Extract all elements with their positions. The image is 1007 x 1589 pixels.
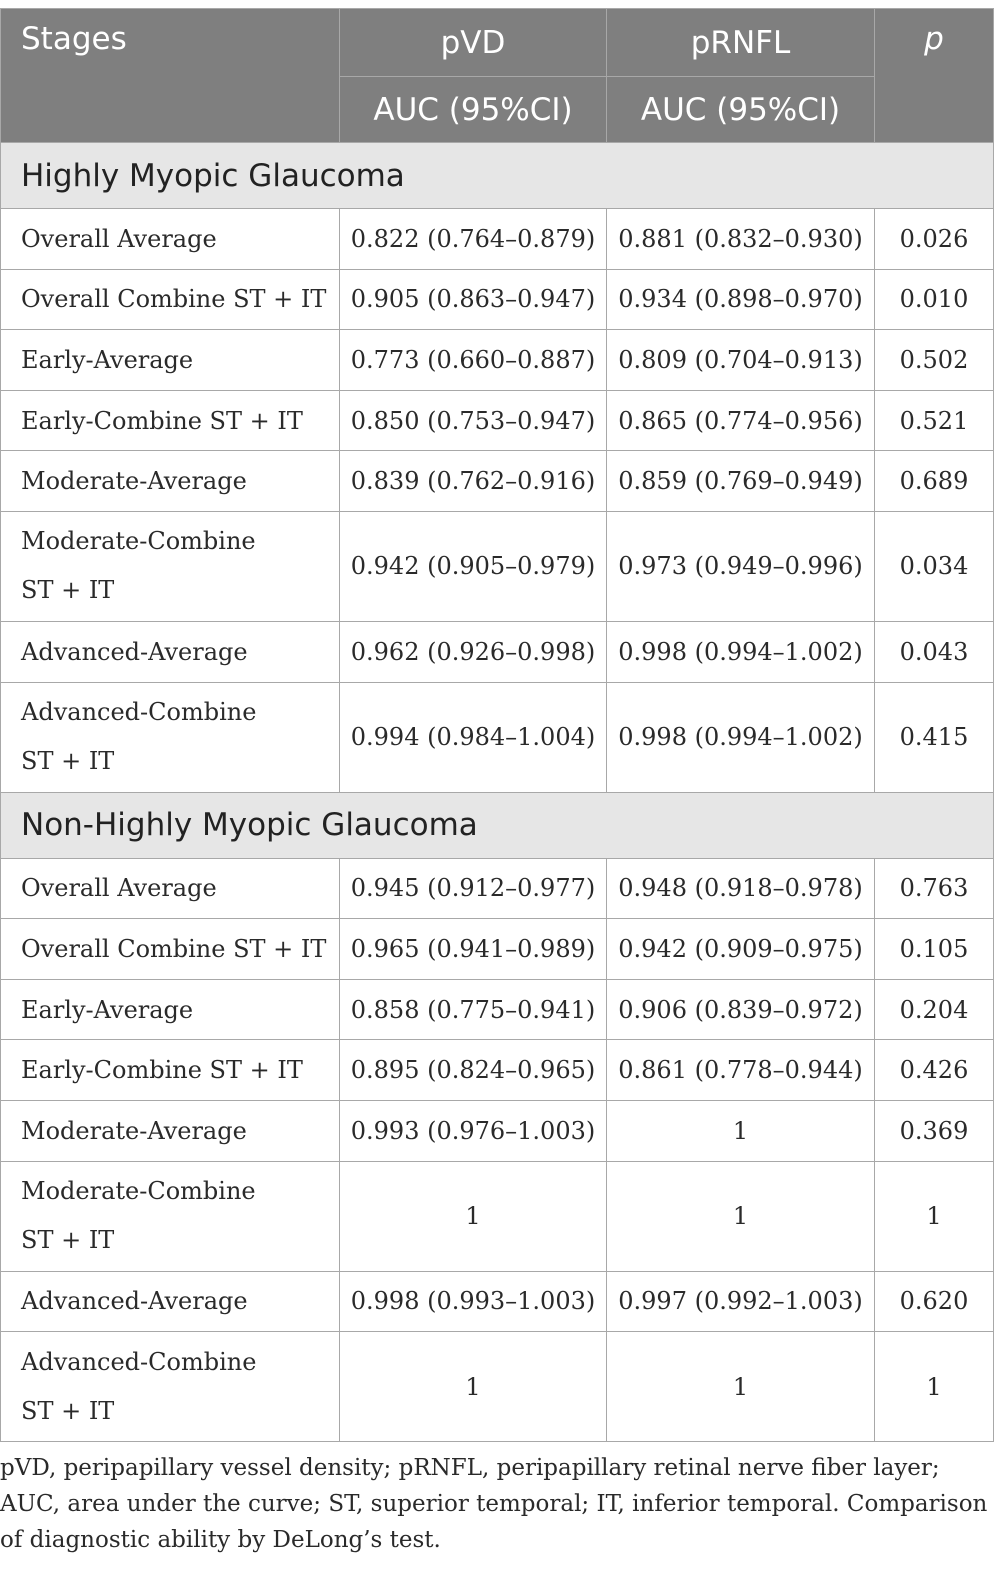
table-row (1, 1100, 994, 1161)
prnfl-auc-cell: 0.948 (0.918–0.978) (607, 858, 875, 919)
prnfl-auc-cell: 0.997 (0.992–1.003) (607, 1271, 875, 1332)
prnfl-auc-cell: 0.859 (0.769–0.949) (607, 451, 875, 512)
stage-label-continued: ST + IT (21, 576, 115, 605)
prnfl-auc-cell: 0.942 (0.909–0.975) (607, 919, 875, 980)
pvd-auc-cell: 0.905 (0.863–0.947) (340, 269, 607, 330)
table-header (1, 9, 994, 143)
table-row (1, 390, 994, 451)
p-value-cell: 0.763 (875, 858, 994, 919)
table-row (1, 451, 994, 512)
section-row (1, 792, 994, 858)
stage-cell (1, 209, 340, 270)
pvd-auc-cell: 0.998 (0.993–1.003) (340, 1271, 607, 1332)
stage-label-continued: ST + IT (21, 747, 115, 776)
stage-label: Early-Combine ST + IT (21, 406, 303, 435)
pvd-auc-cell: 0.945 (0.912–0.977) (340, 858, 607, 919)
table-row (1, 511, 994, 621)
header-prnfl: pRNFL (607, 9, 875, 77)
stage-cell (1, 269, 340, 330)
table-row (1, 1161, 994, 1271)
stage-label: Overall Combine ST + IT (21, 285, 327, 314)
stage-label-continued: ST + IT (21, 1226, 115, 1255)
stage-cell (1, 330, 340, 391)
stage-label-continued: ST + IT (21, 1396, 115, 1425)
header-auc-pvd: AUC (95%CI) (340, 77, 607, 143)
p-value-cell: 0.026 (875, 209, 994, 270)
p-value-cell: 0.105 (875, 919, 994, 980)
stage-cell (1, 682, 340, 792)
table-row (1, 621, 994, 682)
stage-label: Early-Average (21, 995, 194, 1024)
stage-cell (1, 621, 340, 682)
table-row (1, 1332, 994, 1442)
p-value-cell: 0.502 (875, 330, 994, 391)
prnfl-auc-cell: 0.881 (0.832–0.930) (607, 209, 875, 270)
stage-label: Advanced-Combine (21, 1347, 257, 1376)
pvd-auc-cell: 1 (340, 1161, 607, 1271)
p-value-cell: 0.010 (875, 269, 994, 330)
section-title: Non-Highly Myopic Glaucoma (1, 792, 994, 858)
prnfl-auc-cell: 1 (607, 1100, 875, 1161)
prnfl-auc-cell: 1 (607, 1161, 875, 1271)
stage-label: Moderate-Combine (21, 527, 256, 556)
pvd-auc-cell: 0.850 (0.753–0.947) (340, 390, 607, 451)
auc-comparison-table (0, 8, 994, 1442)
stage-label: Overall Combine ST + IT (21, 934, 327, 963)
pvd-auc-cell: 0.773 (0.660–0.887) (340, 330, 607, 391)
prnfl-auc-cell: 0.998 (0.994–1.002) (607, 621, 875, 682)
p-value-cell: 0.620 (875, 1271, 994, 1332)
p-value-cell: 0.426 (875, 1040, 994, 1101)
p-value-cell: 0.034 (875, 511, 994, 621)
stage-label: Advanced-Average (21, 637, 248, 666)
prnfl-auc-cell: 0.809 (0.704–0.913) (607, 330, 875, 391)
pvd-auc-cell: 0.822 (0.764–0.879) (340, 209, 607, 270)
table-row (1, 269, 994, 330)
stage-label: Early-Combine ST + IT (21, 1056, 303, 1085)
table-row (1, 979, 994, 1040)
section-title: Highly Myopic Glaucoma (1, 143, 994, 209)
table-row (1, 682, 994, 792)
pvd-auc-cell: 1 (340, 1332, 607, 1442)
table-footnote: pVD, peripapillary vessel density; pRNFL, peripapillary retinal nerve fiber layer; AUC, area under the curve; ST, superior temporal; IT, inferior temporal. Comparison of diagnostic ability by DeLong’s test. (0, 1455, 988, 1553)
header-pvd: pVD (340, 9, 607, 77)
prnfl-auc-cell: 0.865 (0.774–0.956) (607, 390, 875, 451)
pvd-auc-cell: 0.994 (0.984–1.004) (340, 682, 607, 792)
p-value-cell: 0.043 (875, 621, 994, 682)
stage-label: Overall Average (21, 224, 217, 253)
stage-label: Moderate-Combine (21, 1177, 256, 1206)
p-value-cell: 0.369 (875, 1100, 994, 1161)
stage-cell (1, 1161, 340, 1271)
table-row (1, 1271, 994, 1332)
pvd-auc-cell: 0.858 (0.775–0.941) (340, 979, 607, 1040)
header-stages: Stages (1, 9, 340, 143)
stage-cell (1, 858, 340, 919)
pvd-auc-cell: 0.839 (0.762–0.916) (340, 451, 607, 512)
table-row (1, 1040, 994, 1101)
header-p: p (875, 9, 994, 143)
table-row (1, 919, 994, 980)
prnfl-auc-cell: 0.906 (0.839–0.972) (607, 979, 875, 1040)
stage-cell (1, 919, 340, 980)
stage-cell (1, 511, 340, 621)
stage-label: Advanced-Average (21, 1287, 248, 1316)
stage-label: Moderate-Average (21, 1116, 247, 1145)
prnfl-auc-cell: 0.973 (0.949–0.996) (607, 511, 875, 621)
pvd-auc-cell: 0.942 (0.905–0.979) (340, 511, 607, 621)
table-row (1, 330, 994, 391)
pvd-auc-cell: 0.993 (0.976–1.003) (340, 1100, 607, 1161)
stage-label: Overall Average (21, 874, 217, 903)
table-row (1, 858, 994, 919)
stage-cell (1, 1332, 340, 1442)
stage-cell (1, 1040, 340, 1101)
prnfl-auc-cell: 0.998 (0.994–1.002) (607, 682, 875, 792)
p-value-cell: 0.689 (875, 451, 994, 512)
stage-label: Moderate-Average (21, 467, 247, 496)
p-value-cell: 1 (875, 1161, 994, 1271)
stage-cell (1, 1271, 340, 1332)
p-value-cell: 0.415 (875, 682, 994, 792)
stage-cell (1, 979, 340, 1040)
pvd-auc-cell: 0.895 (0.824–0.965) (340, 1040, 607, 1101)
pvd-auc-cell: 0.962 (0.926–0.998) (340, 621, 607, 682)
p-value-cell: 1 (875, 1332, 994, 1442)
prnfl-auc-cell: 0.861 (0.778–0.944) (607, 1040, 875, 1101)
p-value-cell: 0.204 (875, 979, 994, 1040)
header-auc-prnfl: AUC (95%CI) (607, 77, 875, 143)
section-row (1, 143, 994, 209)
stage-label: Early-Average (21, 345, 194, 374)
table-body (1, 143, 994, 1442)
prnfl-auc-cell: 0.934 (0.898–0.970) (607, 269, 875, 330)
stage-cell (1, 451, 340, 512)
pvd-auc-cell: 0.965 (0.941–0.989) (340, 919, 607, 980)
table-row (1, 209, 994, 270)
stage-label: Advanced-Combine (21, 698, 257, 727)
stage-cell (1, 390, 340, 451)
stage-cell (1, 1100, 340, 1161)
p-value-cell: 0.521 (875, 390, 994, 451)
prnfl-auc-cell: 1 (607, 1332, 875, 1442)
